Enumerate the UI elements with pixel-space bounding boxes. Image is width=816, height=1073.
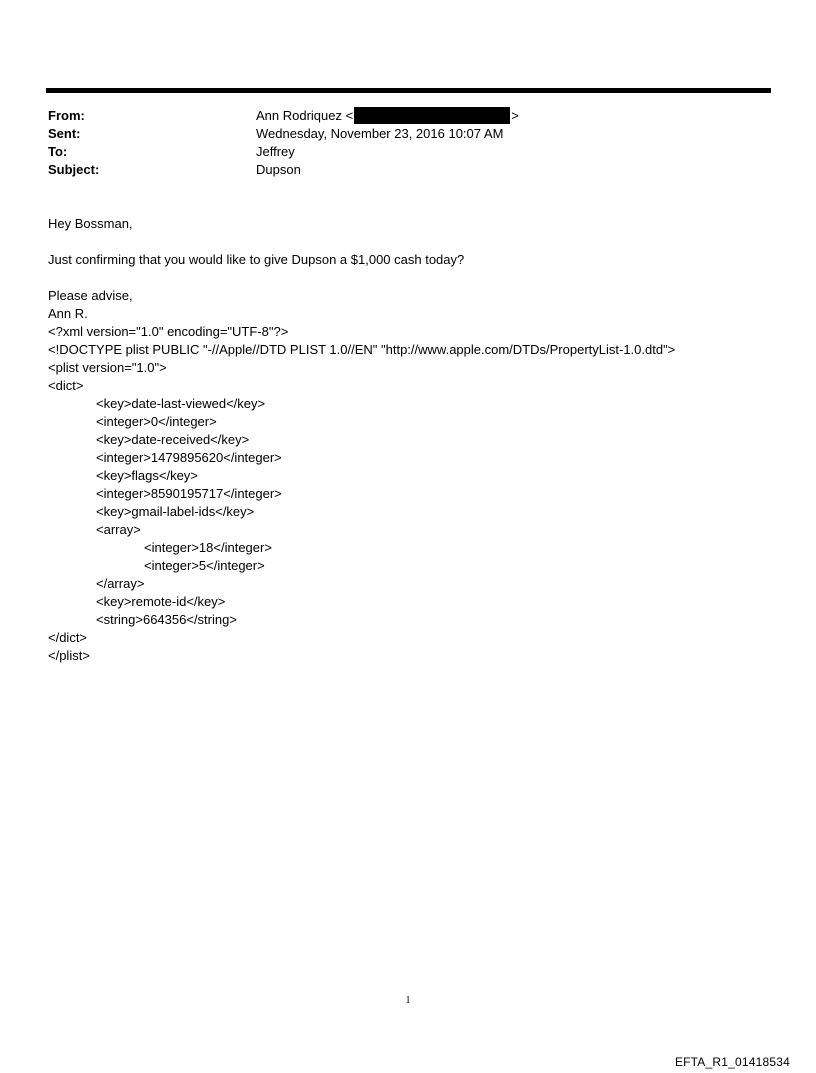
plist-line: </plist> [48, 648, 90, 663]
to-row [48, 143, 768, 161]
plist-line: <key>flags</key> [96, 468, 198, 483]
to-label: To: [48, 144, 68, 159]
plist-line: <plist version="1.0"> [48, 360, 167, 375]
plist-line: <key>gmail-label-ids</key> [96, 504, 255, 519]
plist-line: <array> [96, 522, 141, 537]
greeting: Hey Bossman, [48, 216, 133, 231]
email-header [48, 107, 768, 179]
plist-line: <key>date-last-viewed</key> [96, 396, 266, 411]
from-close: > [511, 108, 519, 123]
email-body [48, 215, 675, 665]
plist-line: </dict> [48, 630, 88, 645]
header-rule [46, 88, 771, 93]
signoff: Please advise, [48, 288, 133, 303]
message-text: Just confirming that you would like to give Dupson a $1,000 cash today? [48, 252, 465, 267]
spacer [48, 233, 675, 251]
plist-line: <integer>1479895620</integer> [96, 450, 282, 465]
plist-line: <integer>5</integer> [144, 558, 265, 573]
plist-line: <!DOCTYPE plist PUBLIC "-//Apple//DTD PLIST 1.0//EN" "http://www.apple.com/DTDs/PropertyList-1.0.dtd"> [48, 342, 676, 357]
plist-line: <string>664356</string> [96, 612, 237, 627]
from-name: Ann Rodriquez < [256, 108, 354, 123]
subject-label: Subject: [48, 162, 100, 177]
spacer [48, 269, 675, 287]
redacted-email-block [354, 107, 510, 124]
from-label: From: [48, 108, 85, 123]
subject-row [48, 161, 768, 179]
plist-line: <integer>8590195717</integer> [96, 486, 282, 501]
plist-line: <integer>0</integer> [96, 414, 217, 429]
plist-line: <key>remote-id</key> [96, 594, 226, 609]
bates-number: EFTA_R1_01418534 [674, 1055, 790, 1069]
sent-label: Sent: [48, 126, 81, 141]
plist-line: <key>date-received</key> [96, 432, 250, 447]
plist-line: </array> [96, 576, 145, 591]
subject-value: Dupson [256, 162, 301, 177]
sent-value: Wednesday, November 23, 2016 10:07 AM [256, 126, 504, 141]
plist-line: <integer>18</integer> [144, 540, 272, 555]
signature: Ann R. [48, 306, 88, 321]
plist-line: <dict> [48, 378, 84, 393]
from-value [256, 107, 519, 125]
sent-row [48, 125, 768, 143]
plist-line: <?xml version="1.0" encoding="UTF-8"?> [48, 324, 289, 339]
page-number: 1 [405, 995, 411, 1006]
to-value: Jeffrey [256, 144, 295, 159]
from-row [48, 107, 768, 125]
